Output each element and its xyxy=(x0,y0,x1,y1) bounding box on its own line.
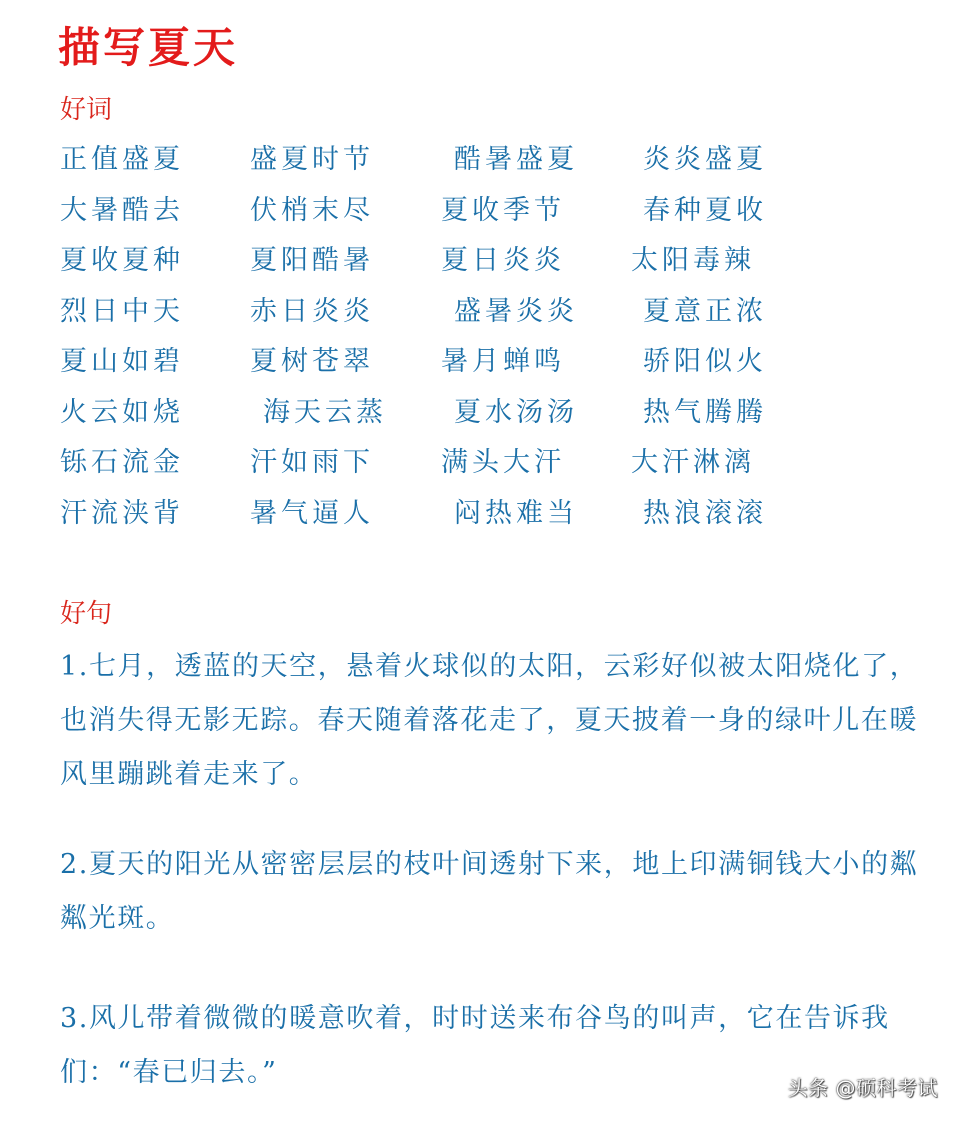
sentence-item: 1.七月，透蓝的天空，悬着火球似的太阳，云彩好似被太阳烧化了，也消失得无影无踪。春天随着落花走了，夏天披着一身的绿叶儿在暖风里蹦跳着走来了。 xyxy=(60,651,919,790)
word-item: 夏日炎炎 xyxy=(441,245,565,276)
word-item: 海天云蒸 xyxy=(263,396,387,428)
word-item: 暑月蝉鸣 xyxy=(441,346,565,377)
word-row xyxy=(0,492,960,543)
word-item: 盛夏时节 xyxy=(250,144,374,175)
word-item: 伏梢末尽 xyxy=(250,194,374,226)
word-item: 大汗淋漓 xyxy=(631,447,755,478)
word-item: 夏收季节 xyxy=(441,194,565,226)
word-item: 烈日中天 xyxy=(60,295,184,327)
word-item: 火云如烧 xyxy=(60,396,184,428)
word-item: 酷暑盛夏 xyxy=(454,144,578,175)
word-item: 夏收夏种 xyxy=(60,245,184,276)
word-item: 太阳毒辣 xyxy=(631,245,755,276)
word-row xyxy=(0,189,960,240)
word-item: 汗如雨下 xyxy=(250,447,374,478)
word-item: 夏阳酷暑 xyxy=(250,245,374,276)
word-row xyxy=(0,290,960,341)
good-words-grid xyxy=(0,138,960,542)
word-item: 盛暑炎炎 xyxy=(454,295,578,327)
word-item: 春种夏收 xyxy=(643,194,767,226)
good-words-label: 好词 xyxy=(60,95,113,125)
word-row xyxy=(0,340,960,391)
word-item: 闷热难当 xyxy=(454,497,578,529)
word-row xyxy=(0,138,960,189)
word-item: 汗流浃背 xyxy=(60,497,184,529)
word-row xyxy=(0,441,960,492)
word-item: 夏水汤汤 xyxy=(454,396,578,428)
word-item: 铄石流金 xyxy=(60,447,184,478)
sentence-item: 2.夏天的阳光从密密层层的枝叶间透射下来，地上印满铜钱大小的粼粼光斑。 xyxy=(60,849,919,934)
sentence-item: 3.风儿带着微微的暖意吹着，时时送来布谷鸟的叫声，它在告诉我们：“春已归去。” xyxy=(60,1003,890,1088)
word-item: 炎炎盛夏 xyxy=(643,144,767,175)
page-title: 描写夏天 xyxy=(58,23,239,72)
word-item: 骄阳似火 xyxy=(643,346,767,377)
word-item: 夏山如碧 xyxy=(60,346,184,377)
word-item: 热气腾腾 xyxy=(643,396,767,428)
word-item: 夏意正浓 xyxy=(643,295,767,327)
word-item: 热浪滚滚 xyxy=(643,497,767,529)
word-item: 暑气逼人 xyxy=(250,497,374,529)
word-item: 赤日炎炎 xyxy=(250,295,374,327)
word-item: 满头大汗 xyxy=(441,447,565,478)
watermark: 头条 @硕科考试 xyxy=(787,1076,938,1100)
word-item: 夏树苍翠 xyxy=(250,346,374,377)
word-item: 正值盛夏 xyxy=(60,144,184,175)
word-item: 大暑酷去 xyxy=(60,194,184,226)
good-sentences-label: 好句 xyxy=(60,599,113,629)
word-row xyxy=(0,391,960,442)
word-row xyxy=(0,239,960,290)
